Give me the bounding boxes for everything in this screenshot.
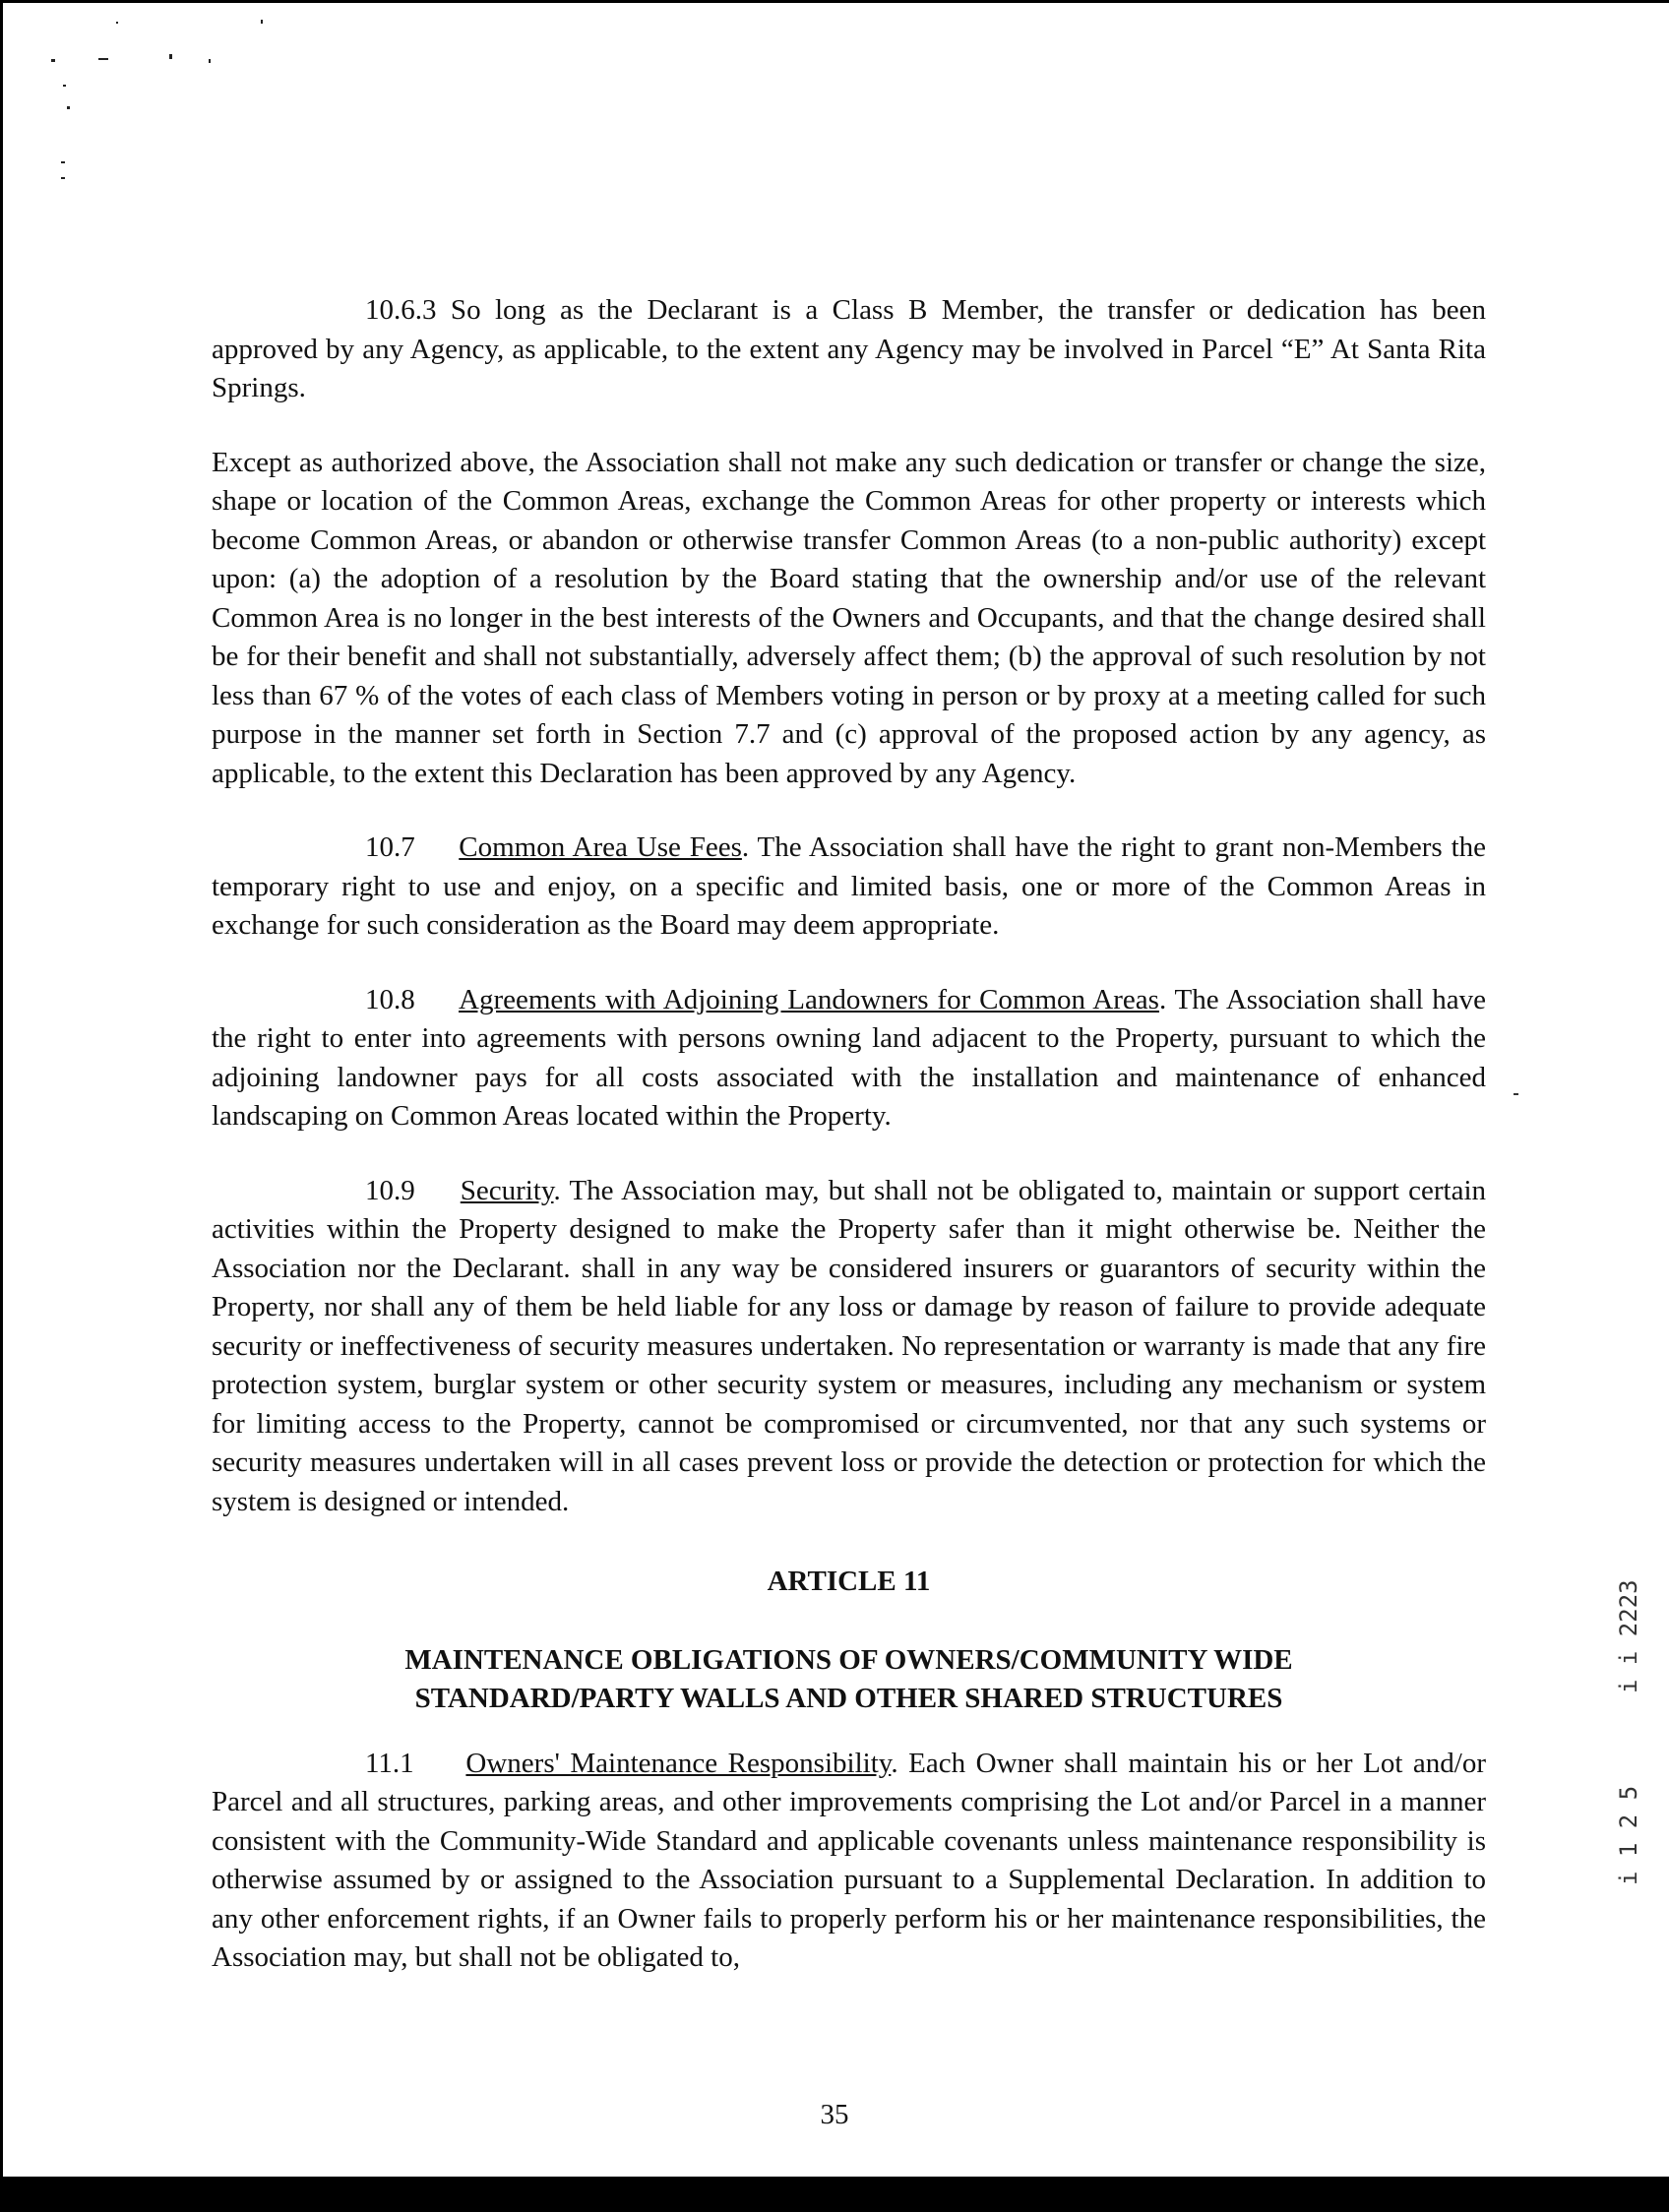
scan-speck bbox=[63, 85, 66, 87]
section-11-1 bbox=[212, 1745, 1486, 1978]
section-number: 10.7 bbox=[365, 831, 415, 863]
section-title: Security bbox=[460, 1174, 554, 1206]
paragraph-except-as-authorized: Except as authorized above, the Association shall not make any such dedication or transfer or change the size, shape or location of the Common Areas, exchange the Common Areas for other property or interests which become Common Areas, or abandon or otherwise transfer Common Areas (to a non-public authority) except upon: (a) the adoption of a resolution by the Board stating that the ownership and/or use of the relevant Common Area is no longer in the best interests of the Owners and Occupants, and that the change desired shall be for their benefit and shall not substantially, adversely affect them; (b) the approval of such resolution by not less than 67 % of the votes of each class of Members voting in person or by proxy at a meeting called for such purpose in the manner set forth in Section 7.7 and (c) approval of the proposed action by any agency, as applicable, to the extent this Declaration has been approved by any Agency. bbox=[212, 446, 1486, 789]
section-number: 11.1 bbox=[365, 1747, 414, 1779]
section-10-7 bbox=[212, 829, 1486, 946]
margin-recording-stamp: i i 2223 bbox=[1615, 1579, 1642, 1693]
scan-speck bbox=[51, 59, 55, 62]
scan-speck bbox=[1514, 1093, 1518, 1095]
scan-speck bbox=[209, 59, 211, 63]
margin-recording-stamp: i 1 2 5 bbox=[1615, 1785, 1642, 1885]
section-title: Common Area Use Fees bbox=[459, 831, 742, 863]
section-title: Owners' Maintenance Responsibility bbox=[465, 1747, 892, 1779]
section-title: Agreements with Adjoining Landowners for Common Areas bbox=[459, 983, 1159, 1015]
page-number: 35 bbox=[820, 2099, 849, 2130]
scan-border-top bbox=[0, 0, 1669, 3]
section-body: . The Association shall have the right to enter into agreements with persons owning land adjacent to the Property, pursuant to which the adjoining landowner pays for all costs associated with the installation and maintenance of enhanced landscaping on Common Areas located within the Property. bbox=[212, 983, 1486, 1132]
scan-speck bbox=[98, 58, 108, 60]
section-body: . The Association shall have the right to grant non-Members the temporary right to use and enjoy, on a specific and limited basis, one or more of the Common Areas in exchange for such consideration as the Board may deem appropriate. bbox=[212, 831, 1486, 941]
scan-border-bottom bbox=[0, 2177, 1669, 2212]
scan-speck bbox=[169, 54, 172, 59]
article-title-line-1: MAINTENANCE OBLIGATIONS OF OWNERS/COMMUNITY WIDE bbox=[404, 1643, 1293, 1676]
section-number: 10.9 bbox=[365, 1174, 415, 1206]
article-heading: ARTICLE 11 bbox=[767, 1566, 931, 1597]
section-body: . Each Owner shall maintain his or her Lot and/or Parcel and all structures, parking areas, and other improvements comprising the Lot and/or Parcel in a manner consistent with the Community-Wide Standard and applicable covenants unless maintenance responsibility is otherwise assumed by or assigned to the Association pursuant to a Supplemental Declaration. In addition to any other enforcement rights, if an Owner fails to properly perform his or her maintenance responsibilities, the Association may, but shall not be obligated to, bbox=[212, 1747, 1487, 1973]
scan-speck bbox=[61, 161, 65, 163]
document-body bbox=[212, 291, 1486, 1978]
scan-border-left bbox=[0, 0, 3, 2212]
paragraph-10-6-3: 10.6.3 So long as the Declarant is a Class B Member, the transfer or dedication has been approved by any Agency, as applicable, to the extent any Agency may be involved in Parcel “E” At Santa Rita Springs. bbox=[212, 294, 1486, 403]
section-10-9 bbox=[212, 1172, 1486, 1522]
scan-speck bbox=[67, 106, 70, 109]
section-number: 10.8 bbox=[365, 983, 415, 1015]
scan-speck bbox=[61, 177, 65, 179]
scan-speck bbox=[261, 20, 263, 24]
scan-speck bbox=[116, 22, 118, 24]
section-10-8 bbox=[212, 981, 1486, 1137]
section-body: . The Association may, but shall not be obligated to, maintain or support certain activities within the Property designed to make the Property safer than it might otherwise be. Neither the Association nor the Declarant. shall in any way be considered insurers or guarantors of security within the Property, nor shall any of them be held liable for any loss or damage by reason of failure to provide adequate security or ineffectiveness of security measures undertaken. No representation or warranty is made that any fire protection system, burglar system or other security system or measures, including any mechanism or system for limiting access to the Property, cannot be compromised or circumvented, nor that any such systems or security measures undertaken will in all cases prevent loss or provide the detection or protection for which the system is designed or intended. bbox=[212, 1174, 1487, 1517]
article-title-line-2: STANDARD/PARTY WALLS AND OTHER SHARED STRUCTURES bbox=[414, 1683, 1283, 1714]
